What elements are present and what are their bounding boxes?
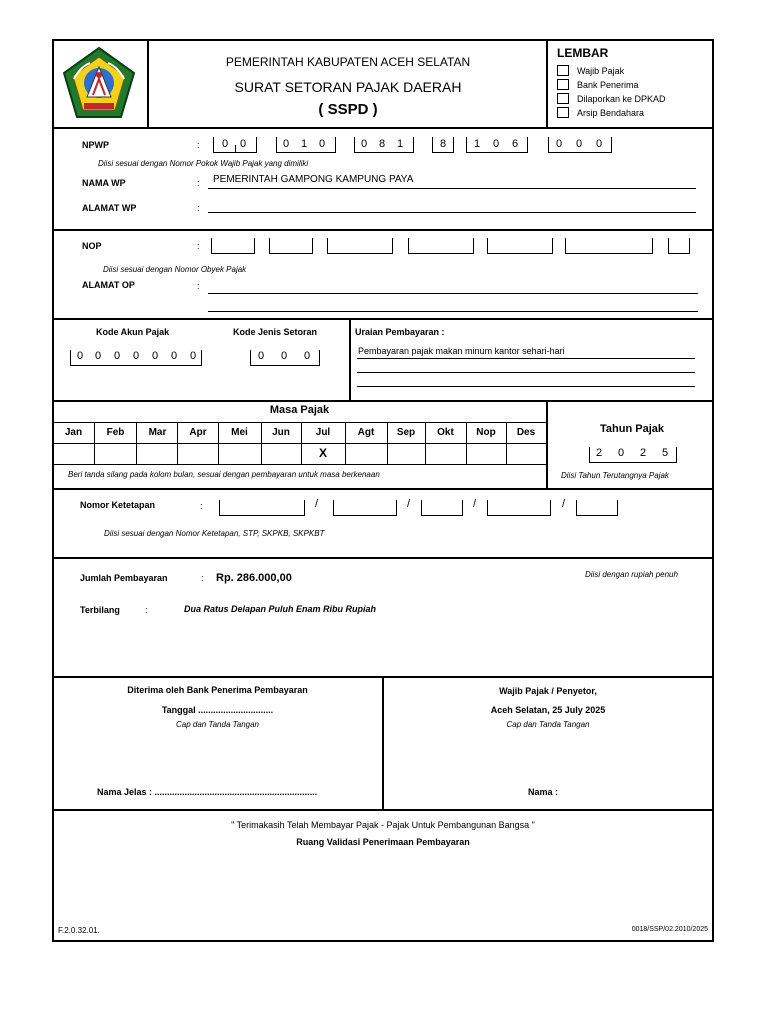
npwp-digit: 0: [492, 138, 500, 150]
month-okt: Okt: [437, 427, 454, 438]
npwp-digit: 1: [300, 138, 308, 150]
section-divider: [53, 127, 713, 129]
alamat-op-field-1[interactable]: [208, 293, 698, 294]
month-sep-line: [261, 422, 262, 464]
month-agt: Agt: [357, 427, 375, 438]
lembar-checkbox-dpkad[interactable]: [557, 93, 569, 104]
nop-group[interactable]: [565, 238, 653, 254]
nop-group[interactable]: [327, 238, 393, 254]
bank-tanggal: Tanggal ..............................: [161, 705, 274, 715]
nop-group[interactable]: [487, 238, 553, 254]
akun-divider: [349, 318, 351, 400]
alamat-wp-label: ALAMAT WP: [82, 203, 137, 213]
npwp-digit: 1: [473, 138, 481, 150]
alamat-op-label: ALAMAT OP: [82, 280, 135, 290]
nama-wp-colon: :: [197, 178, 200, 188]
uraian-line-1: [357, 358, 695, 359]
terbilang-label: Terbilang: [80, 605, 120, 615]
masa-hint: Beri tanda silang pada kolom bulan, sesuai dengan pembayaran untuk masa berkenaan: [68, 470, 380, 479]
form-title: SURAT SETORAN PAJAK DAERAH: [234, 79, 462, 95]
month-mark-apr[interactable]: [178, 444, 218, 463]
kode-jenis-digit: 0: [303, 350, 311, 362]
section-divider: [53, 318, 713, 320]
bank-cap: Cap dan Tanda Tangan: [175, 720, 260, 729]
tahun-digit: 0: [617, 447, 625, 459]
month-mark-mei[interactable]: [218, 444, 261, 463]
nop-group[interactable]: [408, 238, 474, 254]
lembar-title: LEMBAR: [557, 46, 609, 60]
ketetapan-slash: /: [473, 498, 477, 510]
month-mark-agt[interactable]: [345, 444, 387, 463]
month-sep-line: [466, 422, 467, 464]
kode-akun-digit: 0: [189, 350, 197, 362]
footer-quote: " Terimakasih Telah Membayar Pajak - Pajak Untuk Pembangunan Bangsa ": [231, 820, 535, 830]
npwp-digit: 0: [239, 138, 247, 150]
ketetapan-group[interactable]: [421, 500, 463, 516]
ketetapan-hint: Diisi sesuai dengan Nomor Ketetapan, STP, SKPKB, SKPKBT: [104, 529, 325, 538]
masa-grid-bottom: [53, 464, 546, 465]
month-mark-feb[interactable]: [95, 444, 136, 463]
tahun-pajak-label: Tahun Pajak: [600, 423, 664, 435]
month-nop: Nop: [476, 427, 496, 438]
kode-akun-digit: 0: [151, 350, 159, 362]
month-des: Des: [516, 427, 536, 438]
aceh-selatan-emblem-logo: [60, 45, 138, 123]
npwp-label: NPWP: [82, 140, 109, 150]
month-mark-mar[interactable]: [137, 444, 178, 463]
npwp-digit: 0: [221, 138, 229, 150]
alamat-wp-field[interactable]: [208, 212, 696, 213]
ketetapan-group[interactable]: [219, 500, 305, 516]
month-feb: Feb: [106, 427, 125, 438]
nop-label: NOP: [82, 241, 102, 251]
npwp-digit: 0: [318, 138, 326, 150]
header-divider-left: [147, 40, 149, 128]
kode-akun-digit: 0: [170, 350, 178, 362]
month-sep-line: [301, 422, 302, 464]
npwp-digit: 0: [595, 138, 603, 150]
month-sep-line: [425, 422, 426, 464]
lembar-label-wajib-pajak: Wajib Pajak: [577, 66, 625, 76]
uraian-line-2[interactable]: [357, 372, 695, 373]
jumlah-label: Jumlah Pembayaran: [80, 573, 168, 583]
bank-nama-jelas: Nama Jelas : .................................................................: [97, 787, 318, 797]
month-sep-line: [345, 422, 346, 464]
uraian-line-3[interactable]: [357, 386, 695, 387]
month-jun: Jun: [272, 427, 290, 438]
uraian-label: Uraian Pembayaran :: [355, 327, 445, 337]
nama-wp-line: [208, 188, 696, 189]
wp-sign-nama: Nama :: [528, 787, 559, 797]
ketetapan-slash: /: [407, 498, 411, 510]
terbilang-value[interactable]: Dua Ratus Delapan Puluh Enam Ribu Rupiah: [184, 604, 377, 614]
kode-akun-label: Kode Akun Pajak: [96, 327, 170, 337]
tahun-digit: 5: [661, 447, 669, 459]
header-divider-right: [546, 40, 548, 128]
npwp-digit: 8: [439, 138, 447, 150]
section-divider: [53, 400, 713, 402]
ketetapan-group[interactable]: [576, 500, 618, 516]
kode-jenis-label: Kode Jenis Setoran: [233, 327, 318, 337]
section-divider: [53, 557, 713, 559]
form-code-right: 0018/SSP/02.2010/2025: [631, 926, 708, 933]
tahun-digit: 2: [595, 447, 603, 459]
lembar-label-bank-penerima: Bank Penerima: [577, 80, 639, 90]
npwp-colon: :: [197, 140, 200, 150]
form-code-title: ( SSPD ): [318, 101, 378, 118]
lembar-label-dpkad: Dilaporkan ke DPKAD: [577, 94, 666, 104]
nama-wp-label: NAMA WP: [82, 178, 126, 188]
month-mark-nop[interactable]: [466, 444, 506, 463]
section-divider: [53, 229, 713, 231]
npwp-digit: 6: [511, 138, 519, 150]
terbilang-colon: :: [145, 605, 148, 615]
npwp-digit: 1: [396, 138, 404, 150]
lembar-label-arsip: Arsip Bendahara: [577, 108, 645, 118]
month-sep: Sep: [396, 427, 416, 438]
npwp-digit: 0: [282, 138, 290, 150]
header-government: PEMERINTAH KABUPATEN ACEH SELATAN: [225, 55, 471, 69]
alamat-op-field-2[interactable]: [208, 311, 698, 312]
npwp-digit: 0: [555, 138, 563, 150]
month-jul: Jul: [315, 427, 331, 438]
jumlah-hint: Diisi dengan rupiah penuh: [585, 570, 678, 579]
alamat-wp-colon: :: [197, 203, 200, 213]
ketetapan-colon: :: [200, 501, 203, 511]
month-sep-line: [506, 422, 507, 464]
month-mark-des[interactable]: [506, 444, 546, 463]
ketetapan-group[interactable]: [487, 500, 551, 516]
kode-akun-digit: 0: [94, 350, 102, 362]
uraian-value[interactable]: Pembayaran pajak makan minum kantor sehari-hari: [358, 346, 565, 356]
section-divider: [53, 488, 713, 490]
kode-jenis-digit: 0: [280, 350, 288, 362]
month-mark-sep[interactable]: [387, 444, 425, 463]
tahun-digit: 2: [639, 447, 647, 459]
nama-wp-value[interactable]: PEMERINTAH GAMPONG KAMPUNG PAYA: [213, 174, 414, 185]
lembar-checkbox-wajib-pajak[interactable]: [557, 65, 569, 76]
alamat-op-colon: :: [197, 281, 200, 291]
wp-sign-cap: Cap dan Tanda Tangan: [506, 720, 590, 729]
ketetapan-slash: /: [562, 498, 566, 510]
month-sep-line: [177, 422, 178, 464]
validasi-label: Ruang Validasi Penerimaan Pembayaran: [296, 837, 470, 847]
month-jan: Jan: [64, 427, 83, 438]
ketetapan-group[interactable]: [333, 500, 397, 516]
masa-pajak-title: Masa Pajak: [269, 404, 330, 416]
kode-akun-digit: 0: [113, 350, 121, 362]
month-sep-line: [387, 422, 388, 464]
ketetapan-slash: /: [315, 498, 319, 510]
month-sep-line: [136, 422, 137, 464]
month-sep-line: [94, 422, 95, 464]
month-sep-line: [218, 422, 219, 464]
npwp-hint: Diisi sesuai dengan Nomor Pokok Wajib Pajak yang dimiliki: [98, 159, 309, 168]
kode-akun-digit: 0: [132, 350, 140, 362]
npwp-sep: [235, 145, 236, 153]
jumlah-colon: :: [201, 573, 204, 583]
nop-group[interactable]: [269, 238, 313, 254]
section-divider: [53, 809, 713, 811]
kode-akun-digit: 0: [76, 350, 84, 362]
month-mar: Mar: [148, 427, 167, 438]
month-mei: Mei: [231, 427, 248, 438]
npwp-digit: 0: [360, 138, 368, 150]
month-mark-okt[interactable]: [425, 444, 466, 463]
jumlah-value[interactable]: Rp. 286.000,00: [216, 572, 292, 584]
lembar-checkbox-bank-penerima[interactable]: [557, 79, 569, 90]
nop-group[interactable]: [668, 238, 690, 254]
nop-group[interactable]: [211, 238, 255, 254]
wp-sign-place-date: Aceh Selatan, 25 July 2025: [490, 705, 606, 715]
nop-colon: :: [197, 241, 200, 251]
npwp-digit: 0: [575, 138, 583, 150]
month-mark-jan[interactable]: [53, 444, 94, 463]
nop-hint: Diisi sesuai dengan Nomor Obyek Pajak: [103, 265, 247, 274]
ketetapan-label: Nomor Ketetapan: [80, 500, 156, 510]
npwp-digit: 8: [378, 138, 386, 150]
form-code-left: F.2.0.32.01.: [58, 926, 100, 935]
wp-sign-title: Wajib Pajak / Penyetor,: [499, 686, 597, 696]
month-mark-jun[interactable]: [261, 444, 301, 463]
masa-divider: [546, 400, 548, 488]
month-mark-jul[interactable]: X: [318, 446, 327, 460]
month-apr: Apr: [189, 427, 207, 438]
bank-title: Diterima oleh Bank Penerima Pembayaran: [127, 685, 308, 695]
tahun-hint: Diisi Tahun Terutangnya Pajak: [561, 471, 669, 480]
lembar-checkbox-arsip[interactable]: [557, 107, 569, 118]
kode-jenis-digit: 0: [257, 350, 265, 362]
